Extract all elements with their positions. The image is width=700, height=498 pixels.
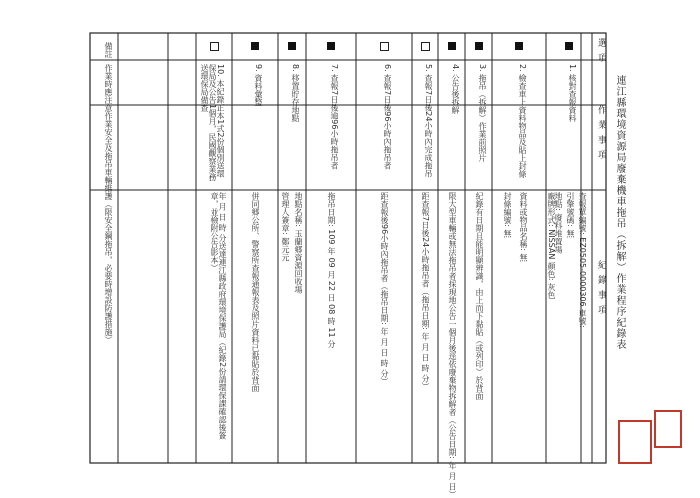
- checkbox-row-8[interactable]: [288, 42, 296, 50]
- row-8-record-1: 地點名稱: 玉蘭郷資源回收場: [294, 192, 303, 294]
- row-2-record-1: 資料或物品名稱: 無: [519, 192, 528, 262]
- row-1-record-1: 查報單編號: EZ0505-0000306 車號:: [578, 192, 587, 328]
- row-4-record-1: 限大型車輛或無法拖吊者採現地公告一個月後逕依廢棄物拆解者（公告日期: 年 月 日）: [448, 192, 457, 498]
- note-text: 作業時應注意作業安全及拖吊車輛維護（限安全鋼拖吊，必要時增設防護措施）: [104, 64, 113, 344]
- row-2-record-2: 封條編號: 無: [503, 192, 512, 238]
- row-3-record-1: 紀錄有日期且能明顯辨識，由上而下黏貼（或列印）於背面: [475, 192, 484, 400]
- row-1-record-3: 地點: 廢料堆置場: [554, 192, 563, 254]
- header-record: 紀錄事項: [596, 260, 606, 320]
- checkbox-row-10[interactable]: [210, 42, 219, 51]
- row-9-item: 9. 資料彙整: [254, 64, 263, 107]
- row-5-item: 5. 查報7日後24小時內完成拖吊: [424, 64, 433, 178]
- row-6-record-1: 距查報後96小時內拖吊者（拖吊日期: 年 月 日 時 分）: [380, 192, 389, 386]
- header-item: 作業事項: [596, 105, 606, 165]
- row-7-item: 7. 查報7日後逾96小時拖吊者: [330, 64, 339, 170]
- row-8-item: 8. 移置貯存地點: [291, 64, 300, 123]
- row-4-item: 4. 公告後拆解: [451, 64, 460, 115]
- checkbox-row-2[interactable]: [515, 42, 523, 50]
- header-order: 選項: [596, 38, 606, 68]
- row-1-item: 1. 核對查報資料: [568, 64, 577, 123]
- row-10-item: 10. 本紀錄正本1式2份個別送環保局及公告1個月，民國觀察業務送環保局備查: [200, 64, 225, 182]
- row-1-record-2: 引擎號碼: 無: [566, 192, 575, 238]
- row-2-item: 2. 檢查車上資料物品及貼上封條: [518, 64, 527, 179]
- official-seal-right: [654, 410, 682, 448]
- row-6-item: 6. 查報7日後96小時內拖吊者: [383, 64, 392, 170]
- checkbox-row-9[interactable]: [251, 42, 259, 50]
- row-8-record-2: 管理人簽章: 鄭元元: [281, 192, 290, 262]
- row-5-record-1: 距查報7日後24小時拖吊者（拖吊日期: 年 月 日 時 分）: [421, 192, 430, 391]
- row-7-record-1: 拖吊日期: 109 年 09 月 22 日 08 時 11 分: [327, 192, 336, 349]
- checkbox-row-4[interactable]: [448, 42, 456, 50]
- row-3-item: 3. 拖吊（拆解）作業前照片: [478, 64, 487, 163]
- checkbox-row-1[interactable]: [565, 42, 573, 50]
- checkbox-row-3[interactable]: [475, 42, 483, 50]
- checkbox-row-7[interactable]: [327, 42, 335, 50]
- row-9-record-1: 併同郷公所、警察所查報通報表及照片資料已黏貼於背面: [251, 192, 260, 392]
- row-10-record-1: 年 月 日 時 分送達連江縣政府環境保護局（紀錄2份請環保課確認後簽章，並檢附公告影本）: [210, 192, 227, 440]
- checkbox-row-6[interactable]: [380, 42, 389, 51]
- row-1-record-4: 廠牌形式: NISSAN 顏色: 灰色: [547, 192, 556, 300]
- note-label: 備註: [104, 42, 113, 58]
- official-seal-left: [618, 420, 652, 464]
- form-title: 連江縣環境資源局廢棄機車拖吊（拆解）作業程序紀錄表: [614, 75, 625, 350]
- checkbox-row-5[interactable]: [421, 42, 430, 51]
